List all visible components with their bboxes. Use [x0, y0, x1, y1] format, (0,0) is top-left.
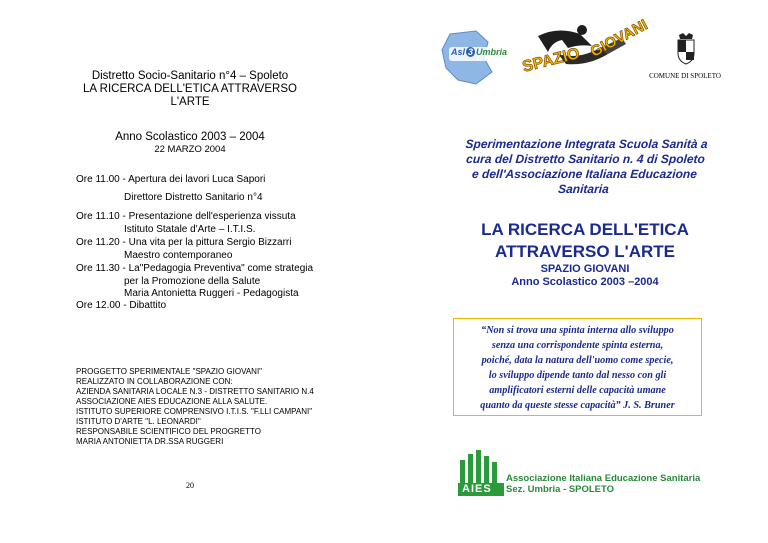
credit-line: AZIENDA SANITARIA LOCALE N.3 - DISTRETTO SANITARIO N.4 [76, 387, 314, 396]
credit-line: REALIZZATO IN COLLABORAZIONE CON: [76, 377, 233, 386]
project-name [440, 263, 730, 289]
spazio-giovani-logo [518, 18, 664, 100]
asl-label: Asl 3 Umbria [451, 47, 508, 57]
subtitle-line: Sperimentazione Integrata Scuola Sanità a [465, 137, 709, 151]
left-header [60, 70, 320, 109]
spazio-text: SPAZIO [520, 45, 582, 76]
program-line: Ore 12.00 - Dibattito [76, 300, 167, 311]
program-sub: Maria Antonietta Ruggeri - Pedagogista [124, 288, 299, 299]
quote-line: lo sviluppo dipende tanto dal nesso con gli [488, 370, 667, 381]
program-sub: per la Promozione della Salute [124, 275, 261, 287]
program-line: Ore 11.30 - La"Pedagogia Preventiva" come strategia [76, 263, 314, 274]
credit-line: ASSOCIAZIONE AIES EDUCAZIONE ALLA SALUTE. [76, 397, 268, 406]
credit-line: RESPONSABILE SCIENTIFICO DEL PROGRETTO [76, 427, 261, 436]
program-line: Ore 11.10 - Presentazione dell'esperienza vissuta [76, 211, 296, 222]
aies-logo [458, 450, 504, 496]
asl-umbria-logo [436, 28, 516, 86]
quote-line: quanto da queste stesse capacità” J. S. Bruner [480, 400, 675, 411]
quote-line: amplificatori esterni delle capacità umane [489, 385, 666, 396]
main-title [440, 219, 730, 263]
program-item [76, 211, 296, 236]
spazio-giovani-label: SPAZIO GIOVANI [540, 263, 630, 275]
giovani-text: GIOVANI [587, 16, 651, 61]
program-line: Ore 11.20 - Una vita per la pittura Sergio Bizzarri [76, 237, 292, 248]
project-subtitle [438, 137, 732, 197]
district-line: Distretto Socio-Sanitario n°4 – Spoleto [91, 70, 289, 82]
program-item [76, 263, 313, 301]
credit-line: PROGGETTO SPERIMENTALE "SPAZIO GIOVANI" [76, 367, 263, 376]
aies-logo-text: AIES [462, 483, 492, 495]
comune-label: COMUNE DI SPOLETO [649, 72, 721, 80]
credit-line: MARIA ANTONIETTA DR.SSA RUGGERI [76, 437, 224, 446]
project-credits [76, 367, 314, 447]
quote-line: senza una corrispondente spinta esterna, [491, 340, 664, 351]
title-line-2: L'ARTE [170, 96, 210, 108]
spoleto-coat-of-arms [676, 33, 696, 65]
aies-section: Sez. Umbria - SPOLETO [506, 484, 615, 495]
main-title-line: ATTRAVERSO L'ARTE [494, 242, 676, 261]
title-line-1: LA RICERCA DELL'ETICA ATTRAVERSO [83, 83, 297, 95]
program-line: Ore 11.00 - Apertura dei lavori Luca Sapori [76, 174, 266, 185]
program-sub: Direttore Distretto Sanitario n°4 [124, 191, 263, 203]
school-year-label: Anno Scolastico 2003 –2004 [511, 276, 659, 288]
program-sub: Istituto Statale d'Arte – I.T.I.S. [124, 223, 256, 235]
program-item [76, 300, 166, 313]
credit-line: ISTITUTO SUPERIORE COMPRENSIVO I.T.I.S. "F.LLI CAMPANI" [76, 407, 313, 416]
subtitle-line: Sanitaria [557, 182, 610, 196]
quote-line: “Non si trova una spinta interna allo sviluppo [481, 325, 674, 336]
school-year: Anno Scolastico 2003 – 2004 [115, 131, 265, 143]
program-sub: Maestro contemporaneo [124, 249, 233, 261]
program-item [76, 237, 291, 262]
subtitle-line: e dell'Associazione Italiana Educazione [471, 167, 698, 181]
quote-line: poiché, data la natura dell'uomo come specie, [481, 355, 674, 366]
aies-name: Associazione Italiana Educazione Sanitaria [506, 473, 701, 484]
bruner-quote [453, 318, 702, 416]
program-item [76, 174, 265, 204]
credit-line: ISTITUTO D'ARTE "L. LEONARDI" [76, 417, 201, 426]
main-title-line: LA RICERCA DELL'ETICA [481, 220, 689, 239]
aies-association [506, 473, 700, 495]
page-number: 20 [186, 481, 194, 490]
subtitle-line: cura del Distretto Sanitario n. 4 di Spoleto [465, 152, 706, 166]
event-date: 22 MARZO 2004 [154, 144, 226, 155]
